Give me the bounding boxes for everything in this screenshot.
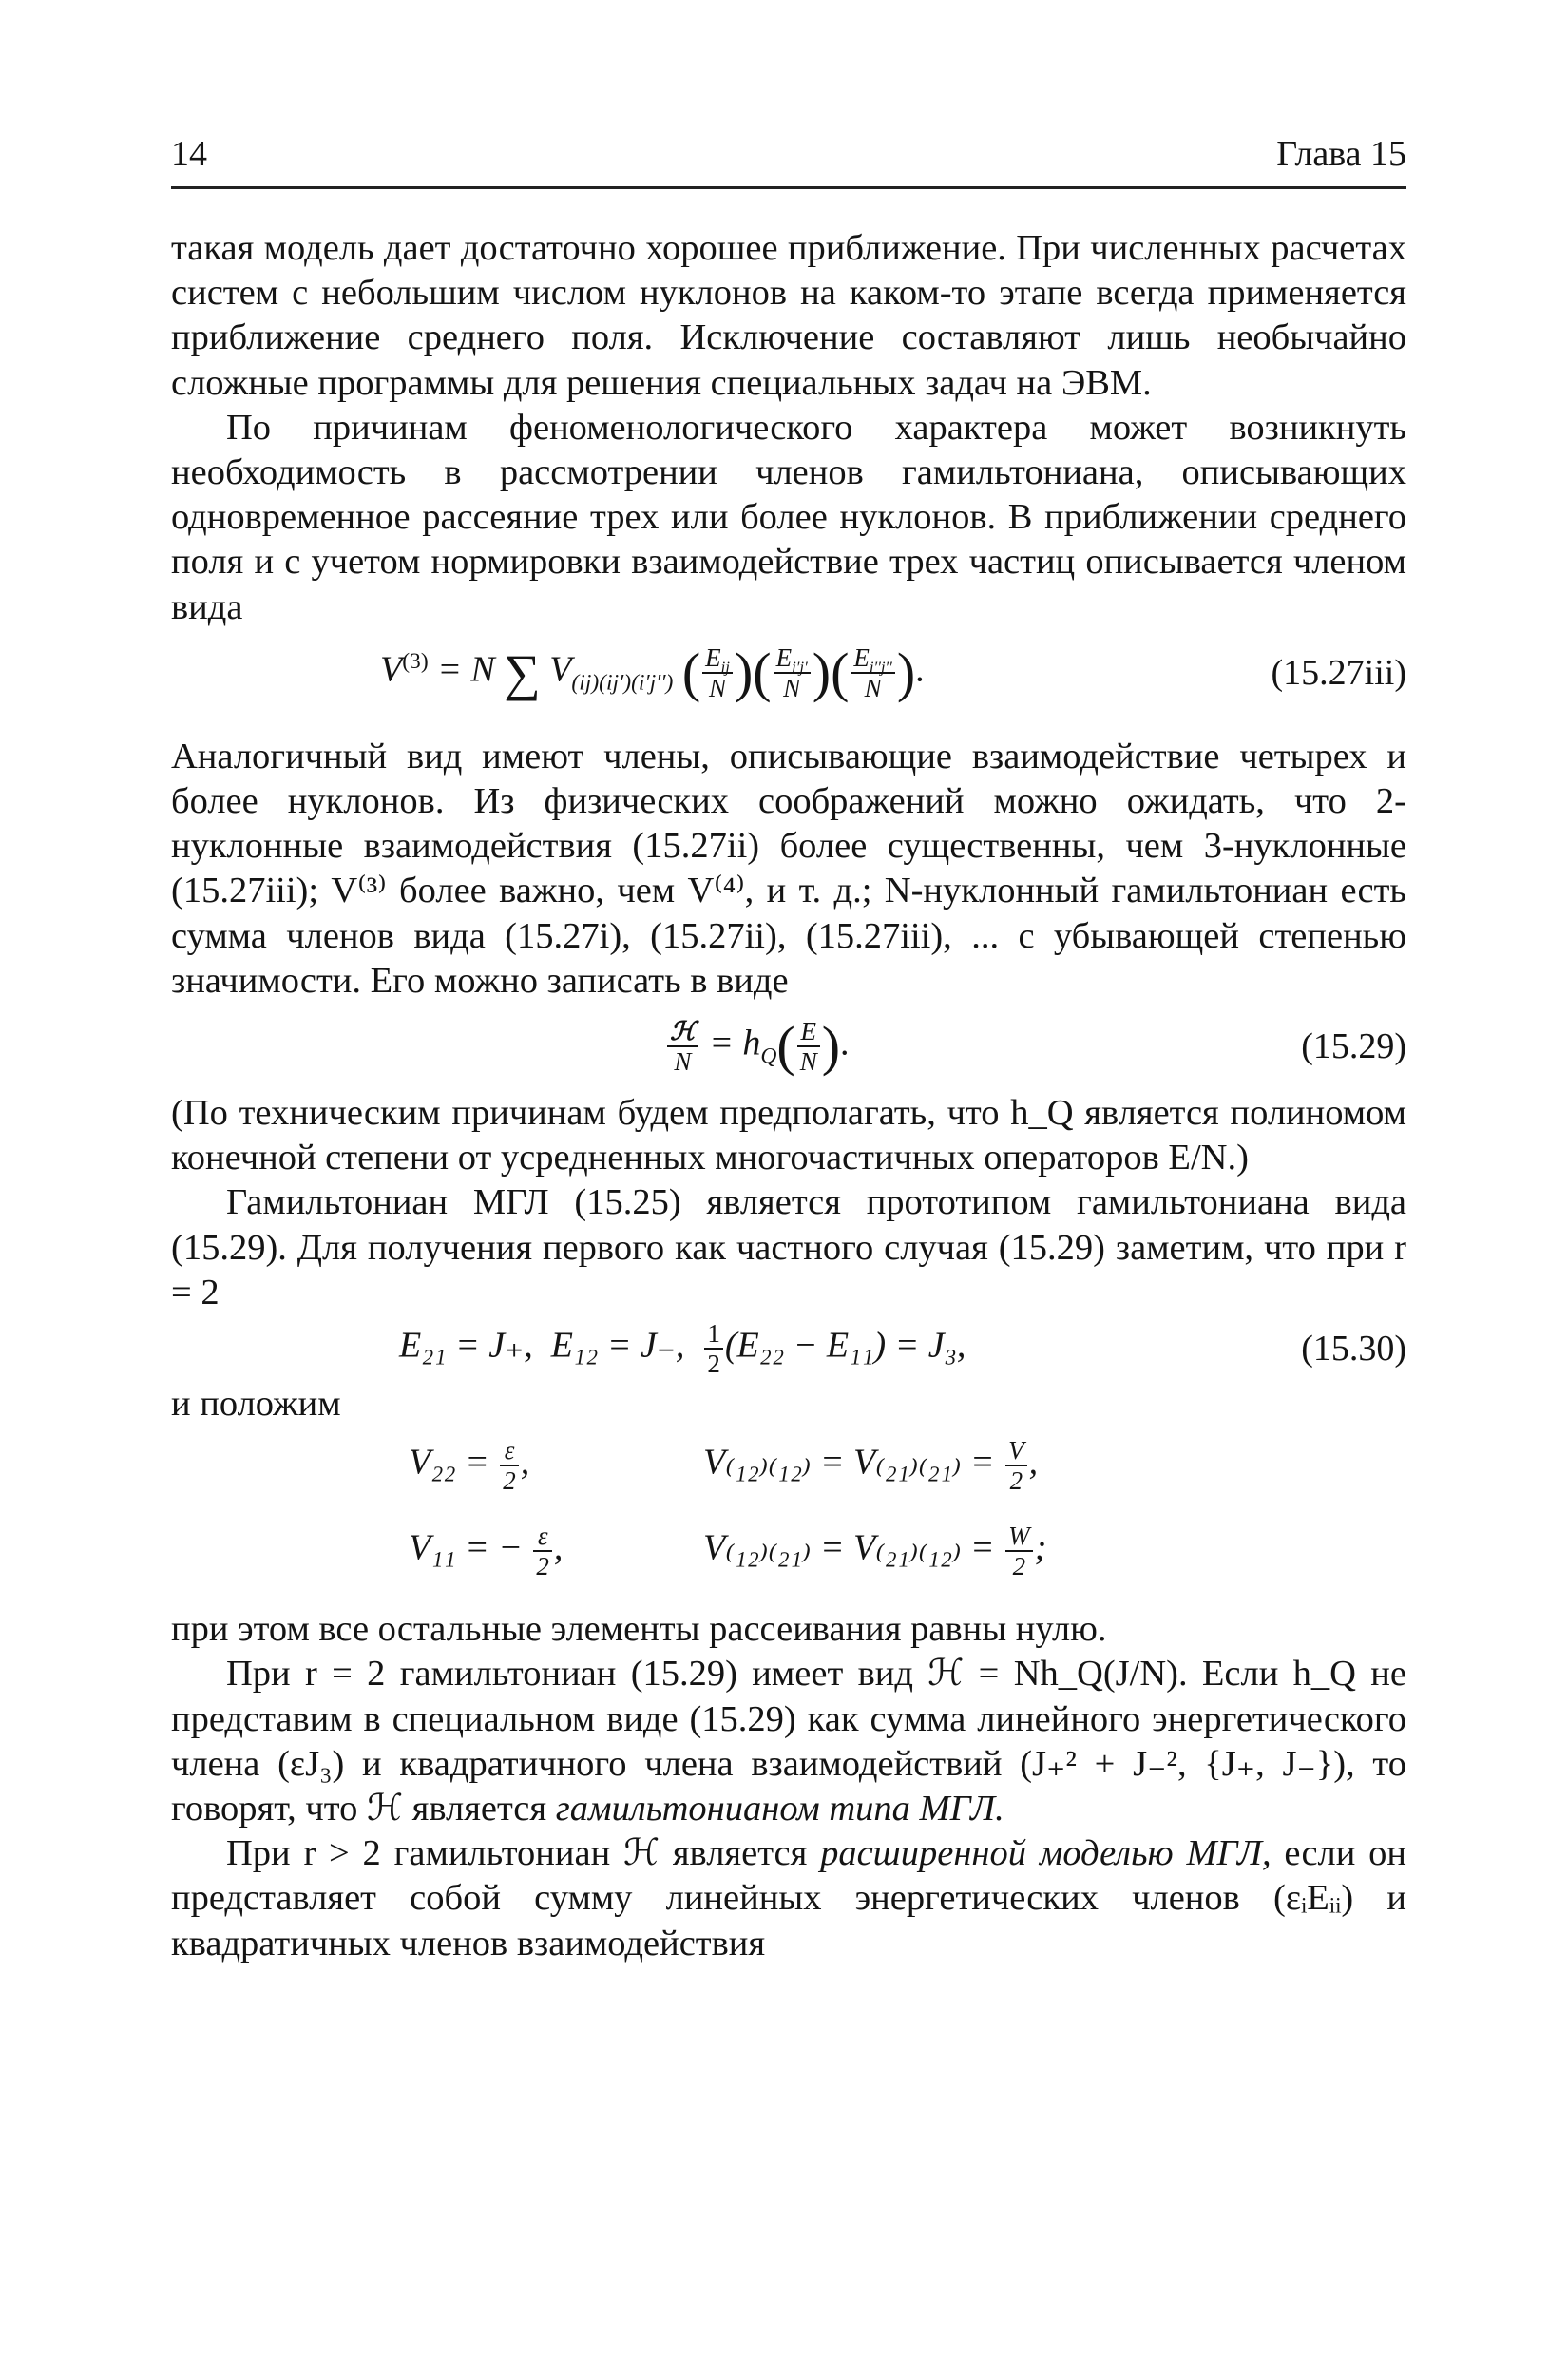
equation-expression: $V^{(3)} = N$ ∑ $V_{(ij)(ij')(i'j'')}$ ( $\frac{E_{ij}}{N}$ )( $\frac{E_{i'j'}}{N}$ )( $\frac{E_{i''j''}}{N}$ ). [380,641,925,703]
paragraph-1: такая модель дает достаточно хорошее приближение. При численных расчетах систем с небольшим числом нуклонов на каком-то этапе всегда применяется приближение среднего поля. Исключение составляют лишь необычайно сложные программы для решения специальных задач на ЭВМ. [171,228,1406,403]
running-header [171,133,1406,188]
v11-assignment: V₁₁ = − $\frac{\varepsilon}{2}$ , [409,1522,564,1581]
v12-12-assignment: V₍₁₂₎₍₁₂₎ = V₍₂₁₎₍₂₁₎ = $\frac{V}{2}$ , [703,1436,1039,1496]
paragraph-7: при этом все остальные элементы рассеивания равны нулю. [171,1609,1107,1650]
paragraph-8: При r = 2 гамильтониан (15.29) имеет вид ℋ = Nh_Q(J/N). Если h_Q не представим в специальном виде (15.29) как сумма линейного энергетического члена (εJ₃) и квадратичного члена взаимодействий (J₊² + J₋², {J₊, J₋}), то говорят, что ℋ является гамильтонианом типа МГЛ. [171,1654,1406,1829]
equation-number: (15.29) [1301,1026,1406,1067]
paragraph-3: Аналогичный вид имеют члены, описывающие взаимодействие четырех и более нуклонов. Из физических соображений можно ожидать, что 2-нуклонные взаимодействия (15.27ii) более существенны, чем 3-нуклонные (15.27iii); V⁽³⁾ более важно, чем V⁽⁴⁾, и т. д.; N-нуклонный гамильтониан есть сумма членов вида (15.27i), (15.27ii), (15.27iii), ... с убывающей степенью значимости. Его можно записать в виде [171,736,1406,1001]
equation-number: (15.27iii) [1271,652,1406,693]
paragraph-9: При r > 2 гамильтониан ℋ является расширенной моделью МГЛ, если он представляет собой сумму линейных энергетических членов (εᵢEᵢᵢ) и квадратичных членов взаимодействия [171,1833,1406,1963]
equation-expression: $\frac{\text{ℋ}}{N}$ = $h_Q$( $\frac{E}{N}$ ). [665,1017,850,1076]
body-text [171,226,1406,1966]
paragraph-5: Гамильтониан МГЛ (15.25) является прототипом гамильтониана вида (15.29). Для получения первого как частного случая (15.29) заметим, что при r = 2 [171,1182,1406,1312]
equation-15-29 [171,1004,1406,1091]
equation-expression: E₂₁ = J₊, E₁₂ = J₋, $\frac{1}{2}$ (E₂₂ − E₁₁) = J₃, [399,1319,966,1379]
v12-21-assignment: V₍₁₂₎₍₂₁₎ = V₍₂₁₎₍₁₂₎ = $\frac{W}{2}$ ; [703,1522,1047,1581]
paragraph-6: и положим [171,1384,341,1425]
term-mgl-hamiltonian: гамильтонианом типа МГЛ. [555,1789,1004,1829]
v22-assignment: V₂₂ = $\frac{\varepsilon}{2}$ , [409,1436,530,1496]
coupling-assignments [171,1427,1406,1607]
page-number: 14 [171,134,207,174]
chapter-title: Глава 15 [1276,134,1406,174]
header-rule [171,186,1406,189]
equation-number: (15.30) [1301,1329,1406,1370]
paragraph-2: По причинам феноменологического характера может возникнуть необходимость в рассмотрении членов гамильтониана, описывающих одновременное рассеяние трех или более нуклонов. В приближении среднего поля и с учетом нормировки взаимодействие трех частиц описывается членом вида [171,407,1406,627]
paragraph-4: (По техническим причинам будем предполагать, что h_Q является полиномом конечной степени от усредненных многочастичных операторов E/N.) [171,1093,1406,1178]
term-extended-mgl: расширенной моделью МГЛ, [820,1833,1272,1874]
book-page [171,133,1406,1966]
equation-15-30 [171,1315,1406,1382]
equation-15-27iii [171,630,1406,735]
